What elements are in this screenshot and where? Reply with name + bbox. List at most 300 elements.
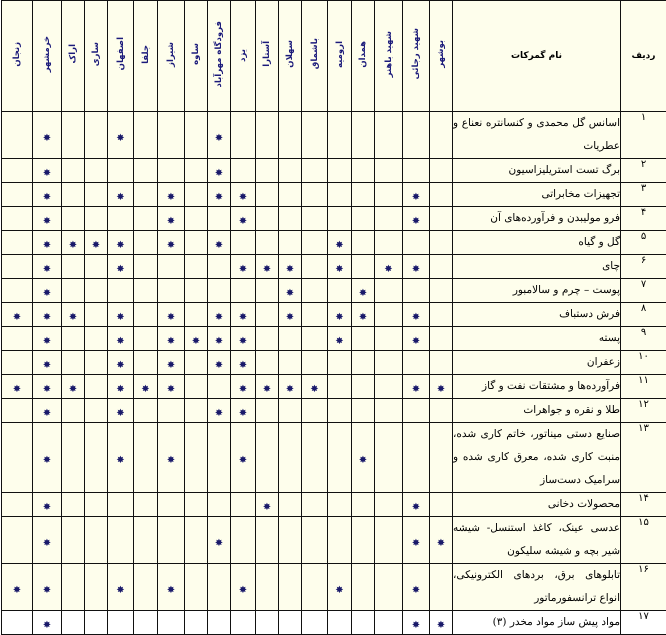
mark-cell — [403, 423, 430, 493]
city-label: یزد — [238, 49, 248, 62]
star-mark-icon: ✸ — [263, 265, 271, 275]
city-label: همدان — [358, 41, 368, 68]
mark-cell — [352, 279, 375, 303]
column-header-city — [328, 1, 352, 112]
mark-cell — [430, 231, 453, 255]
mark-cell — [231, 112, 256, 159]
star-mark-icon: ✸ — [215, 313, 223, 323]
star-mark-icon: ✸ — [239, 385, 247, 395]
mark-cell — [2, 207, 33, 231]
star-mark-icon: ✸ — [116, 313, 124, 323]
row-number: ۸ — [621, 303, 666, 327]
mark-cell — [62, 399, 85, 423]
mark-cell — [185, 231, 208, 255]
mark-cell — [85, 159, 108, 183]
table-row — [2, 112, 666, 159]
star-mark-icon: ✸ — [286, 265, 294, 275]
star-mark-icon: ✸ — [116, 409, 124, 419]
column-header-city — [85, 1, 108, 112]
star-mark-icon: ✸ — [167, 313, 175, 323]
star-mark-icon: ✸ — [116, 241, 124, 251]
mark-cell — [85, 564, 108, 611]
mark-cell — [375, 423, 403, 493]
mark-cell — [62, 327, 85, 351]
mark-cell — [256, 564, 279, 611]
row-number: ۲ — [621, 159, 666, 183]
table-row — [2, 279, 666, 303]
mark-cell — [352, 517, 375, 564]
mark-cell — [185, 399, 208, 423]
mark-cell — [134, 493, 158, 517]
mark-cell — [403, 375, 430, 399]
mark-cell — [302, 375, 328, 399]
mark-cell — [302, 423, 328, 493]
mark-cell — [208, 375, 231, 399]
mark-cell — [108, 423, 134, 493]
mark-cell — [33, 351, 62, 375]
star-mark-icon: ✸ — [167, 337, 175, 347]
mark-cell — [85, 279, 108, 303]
city-label: شهید رجائی — [411, 28, 421, 79]
star-mark-icon: ✸ — [412, 193, 420, 203]
mark-cell — [375, 493, 403, 517]
mark-cell — [279, 255, 302, 279]
mark-cell — [134, 112, 158, 159]
star-mark-icon: ✸ — [43, 193, 51, 203]
star-mark-icon: ✸ — [239, 313, 247, 323]
mark-cell — [352, 351, 375, 375]
mark-cell — [33, 399, 62, 423]
star-mark-icon: ✸ — [215, 193, 223, 203]
star-mark-icon: ✸ — [215, 409, 223, 419]
mark-cell — [231, 207, 256, 231]
mark-cell — [158, 327, 185, 351]
item-name: گل و گیاه — [453, 231, 621, 255]
mark-cell — [279, 279, 302, 303]
mark-cell — [302, 303, 328, 327]
star-mark-icon: ✸ — [412, 313, 420, 323]
mark-cell — [256, 423, 279, 493]
item-name: مواد پیش ساز مواد مخدر (۳) — [453, 611, 621, 635]
mark-cell — [430, 493, 453, 517]
mark-cell — [375, 112, 403, 159]
mark-cell — [302, 207, 328, 231]
mark-cell — [430, 327, 453, 351]
mark-cell — [279, 303, 302, 327]
mark-cell — [403, 207, 430, 231]
mark-cell — [208, 399, 231, 423]
table-row — [2, 564, 666, 611]
mark-cell — [108, 112, 134, 159]
mark-cell — [328, 112, 352, 159]
mark-cell — [134, 375, 158, 399]
mark-cell — [328, 183, 352, 207]
mark-cell — [328, 231, 352, 255]
mark-cell — [256, 207, 279, 231]
mark-cell — [375, 207, 403, 231]
mark-cell — [302, 159, 328, 183]
mark-cell — [185, 159, 208, 183]
mark-cell — [256, 493, 279, 517]
mark-cell — [134, 517, 158, 564]
star-mark-icon: ✸ — [215, 337, 223, 347]
star-mark-icon: ✸ — [412, 621, 420, 631]
star-mark-icon: ✸ — [43, 134, 51, 144]
star-mark-icon: ✸ — [412, 586, 420, 596]
mark-cell — [185, 303, 208, 327]
mark-cell — [108, 183, 134, 207]
mark-cell — [158, 399, 185, 423]
column-header-city — [256, 1, 279, 112]
mark-cell — [256, 183, 279, 207]
star-mark-icon: ✸ — [412, 539, 420, 549]
star-mark-icon: ✸ — [92, 241, 100, 251]
mark-cell — [375, 231, 403, 255]
mark-cell — [352, 112, 375, 159]
mark-cell — [2, 183, 33, 207]
mark-cell — [33, 279, 62, 303]
city-label: شهید باهنر — [384, 31, 394, 77]
row-number: ۴ — [621, 207, 666, 231]
mark-cell — [85, 183, 108, 207]
mark-cell — [430, 255, 453, 279]
mark-cell — [256, 399, 279, 423]
star-mark-icon: ✸ — [69, 313, 77, 323]
mark-cell — [185, 375, 208, 399]
mark-cell — [185, 279, 208, 303]
mark-cell — [62, 255, 85, 279]
mark-cell — [256, 303, 279, 327]
mark-cell — [33, 493, 62, 517]
star-mark-icon: ✸ — [437, 385, 445, 395]
mark-cell — [279, 564, 302, 611]
mark-cell — [62, 279, 85, 303]
mark-cell — [2, 279, 33, 303]
star-mark-icon: ✸ — [167, 456, 175, 466]
star-mark-icon: ✸ — [239, 456, 247, 466]
mark-cell — [108, 303, 134, 327]
mark-cell — [2, 351, 33, 375]
mark-cell — [231, 351, 256, 375]
mark-cell — [256, 279, 279, 303]
star-mark-icon: ✸ — [335, 265, 343, 275]
table-row — [2, 183, 666, 207]
mark-cell — [302, 255, 328, 279]
mark-cell — [158, 375, 185, 399]
star-mark-icon: ✸ — [116, 265, 124, 275]
mark-cell — [62, 423, 85, 493]
mark-cell — [108, 231, 134, 255]
table-row — [2, 207, 666, 231]
mark-cell — [352, 375, 375, 399]
star-mark-icon: ✸ — [359, 313, 367, 323]
star-mark-icon: ✸ — [13, 385, 21, 395]
mark-cell — [108, 207, 134, 231]
star-mark-icon: ✸ — [43, 169, 51, 179]
star-mark-icon: ✸ — [167, 385, 175, 395]
row-number: ۱۴ — [621, 493, 666, 517]
table-row — [2, 231, 666, 255]
mark-cell — [33, 423, 62, 493]
mark-cell — [2, 493, 33, 517]
mark-cell — [231, 255, 256, 279]
mark-cell — [158, 231, 185, 255]
mark-cell — [430, 303, 453, 327]
star-mark-icon: ✸ — [412, 337, 420, 347]
mark-cell — [134, 327, 158, 351]
mark-cell — [352, 303, 375, 327]
column-header-city — [231, 1, 256, 112]
table-row — [2, 493, 666, 517]
table-row — [2, 255, 666, 279]
mark-cell — [352, 399, 375, 423]
mark-cell — [33, 375, 62, 399]
city-label: ساری — [91, 42, 101, 66]
mark-cell — [62, 303, 85, 327]
mark-cell — [158, 303, 185, 327]
mark-cell — [352, 183, 375, 207]
mark-cell — [279, 207, 302, 231]
city-label: اراک — [68, 44, 78, 63]
star-mark-icon: ✸ — [335, 241, 343, 251]
mark-cell — [158, 493, 185, 517]
row-number: ۱ — [621, 112, 666, 159]
city-label: ساوه — [191, 43, 201, 65]
star-mark-icon: ✸ — [141, 385, 149, 395]
mark-cell — [85, 327, 108, 351]
mark-cell — [231, 564, 256, 611]
star-mark-icon: ✸ — [384, 265, 392, 275]
mark-cell — [430, 517, 453, 564]
mark-cell — [256, 231, 279, 255]
mark-cell — [279, 231, 302, 255]
mark-cell — [134, 159, 158, 183]
city-label: ارومیه — [335, 41, 345, 68]
mark-cell — [231, 493, 256, 517]
star-mark-icon: ✸ — [116, 456, 124, 466]
row-number: ۱۲ — [621, 399, 666, 423]
mark-cell — [352, 255, 375, 279]
mark-cell — [2, 375, 33, 399]
mark-cell — [279, 183, 302, 207]
column-header-city — [430, 1, 453, 112]
mark-cell — [185, 207, 208, 231]
mark-cell — [33, 112, 62, 159]
row-number: ۹ — [621, 327, 666, 351]
table-row — [2, 517, 666, 564]
mark-cell — [185, 564, 208, 611]
mark-cell — [185, 351, 208, 375]
mark-cell — [231, 517, 256, 564]
star-mark-icon: ✸ — [215, 134, 223, 144]
city-label: سهلان — [285, 40, 295, 68]
mark-cell — [302, 399, 328, 423]
star-mark-icon: ✸ — [310, 385, 318, 395]
column-header-city — [62, 1, 85, 112]
mark-cell — [279, 399, 302, 423]
star-mark-icon: ✸ — [437, 621, 445, 631]
mark-cell — [375, 255, 403, 279]
mark-cell — [2, 399, 33, 423]
mark-cell — [108, 564, 134, 611]
star-mark-icon: ✸ — [167, 217, 175, 227]
star-mark-icon: ✸ — [116, 385, 124, 395]
table-row — [2, 327, 666, 351]
star-mark-icon: ✸ — [239, 337, 247, 347]
mark-cell — [256, 159, 279, 183]
mark-cell — [208, 327, 231, 351]
mark-cell — [85, 493, 108, 517]
mark-cell — [108, 399, 134, 423]
mark-cell — [208, 207, 231, 231]
mark-cell — [158, 517, 185, 564]
mark-cell — [62, 351, 85, 375]
star-mark-icon: ✸ — [412, 265, 420, 275]
mark-cell — [231, 327, 256, 351]
row-number: ۶ — [621, 255, 666, 279]
mark-cell — [2, 327, 33, 351]
mark-cell — [108, 279, 134, 303]
mark-cell — [33, 517, 62, 564]
mark-cell — [33, 207, 62, 231]
star-mark-icon: ✸ — [43, 586, 51, 596]
star-mark-icon: ✸ — [69, 385, 77, 395]
mark-cell — [256, 375, 279, 399]
table-row — [2, 375, 666, 399]
star-mark-icon: ✸ — [239, 265, 247, 275]
mark-cell — [208, 517, 231, 564]
star-mark-icon: ✸ — [43, 385, 51, 395]
mark-cell — [134, 564, 158, 611]
mark-cell — [403, 279, 430, 303]
mark-cell — [185, 327, 208, 351]
mark-cell — [208, 112, 231, 159]
mark-cell — [256, 112, 279, 159]
star-mark-icon: ✸ — [412, 217, 420, 227]
star-mark-icon: ✸ — [286, 385, 294, 395]
mark-cell — [85, 255, 108, 279]
mark-cell — [2, 517, 33, 564]
item-name: فرش دستباف — [453, 303, 621, 327]
mark-cell — [375, 327, 403, 351]
star-mark-icon: ✸ — [116, 586, 124, 596]
star-mark-icon: ✸ — [43, 265, 51, 275]
column-header-city — [208, 1, 231, 112]
mark-cell — [403, 183, 430, 207]
mark-cell — [2, 159, 33, 183]
mark-cell — [62, 375, 85, 399]
mark-cell — [403, 493, 430, 517]
mark-cell — [302, 493, 328, 517]
mark-cell — [185, 112, 208, 159]
mark-cell — [231, 231, 256, 255]
mark-cell — [33, 183, 62, 207]
mark-cell — [134, 303, 158, 327]
star-mark-icon: ✸ — [43, 289, 51, 299]
mark-cell — [2, 231, 33, 255]
mark-cell — [279, 375, 302, 399]
star-mark-icon: ✸ — [43, 621, 51, 631]
row-number: ۱۵ — [621, 517, 666, 564]
table-row — [2, 159, 666, 183]
star-mark-icon: ✸ — [335, 337, 343, 347]
mark-cell — [2, 423, 33, 493]
mark-cell — [279, 423, 302, 493]
mark-cell — [328, 207, 352, 231]
city-label: خرمشهر — [42, 36, 52, 72]
mark-cell — [158, 207, 185, 231]
mark-cell — [403, 231, 430, 255]
star-mark-icon: ✸ — [215, 539, 223, 549]
mark-cell — [403, 303, 430, 327]
mark-cell — [352, 327, 375, 351]
row-number: ۳ — [621, 183, 666, 207]
mark-cell — [158, 423, 185, 493]
row-number: ۵ — [621, 231, 666, 255]
mark-cell — [375, 279, 403, 303]
mark-cell — [134, 207, 158, 231]
mark-cell — [352, 564, 375, 611]
mark-cell — [430, 423, 453, 493]
mark-cell — [430, 159, 453, 183]
mark-cell — [62, 231, 85, 255]
mark-cell — [108, 327, 134, 351]
row-number: ۱۷ — [621, 611, 666, 635]
mark-cell — [328, 375, 352, 399]
mark-cell — [256, 517, 279, 564]
mark-cell — [279, 112, 302, 159]
mark-cell — [185, 183, 208, 207]
mark-cell — [375, 303, 403, 327]
mark-cell — [62, 517, 85, 564]
mark-cell — [328, 327, 352, 351]
mark-cell — [328, 399, 352, 423]
mark-cell — [158, 255, 185, 279]
city-label: زنجان — [12, 42, 22, 67]
mark-cell — [403, 351, 430, 375]
mark-cell — [302, 517, 328, 564]
mark-cell — [62, 493, 85, 517]
star-mark-icon: ✸ — [116, 361, 124, 371]
mark-cell — [403, 399, 430, 423]
mark-cell — [256, 351, 279, 375]
mark-cell — [185, 493, 208, 517]
star-mark-icon: ✸ — [263, 385, 271, 395]
mark-cell — [231, 375, 256, 399]
item-name: محصولات دخانی — [453, 493, 621, 517]
item-name: اسانس گل محمدی و کنسانتره نعناع و عطریات — [453, 112, 621, 159]
mark-cell — [85, 517, 108, 564]
star-mark-icon: ✸ — [286, 289, 294, 299]
mark-cell — [85, 399, 108, 423]
star-mark-icon: ✸ — [13, 586, 21, 596]
star-mark-icon: ✸ — [167, 241, 175, 251]
mark-cell — [352, 207, 375, 231]
mark-cell — [62, 564, 85, 611]
row-number: ۱۶ — [621, 564, 666, 611]
mark-cell — [430, 351, 453, 375]
city-label: بوشهر — [436, 40, 446, 68]
mark-cell — [352, 231, 375, 255]
star-mark-icon: ✸ — [215, 241, 223, 251]
star-mark-icon: ✸ — [359, 456, 367, 466]
mark-cell — [279, 351, 302, 375]
mark-cell — [302, 327, 328, 351]
star-mark-icon: ✸ — [167, 361, 175, 371]
mark-cell — [208, 231, 231, 255]
mark-cell — [403, 112, 430, 159]
mark-cell — [231, 303, 256, 327]
